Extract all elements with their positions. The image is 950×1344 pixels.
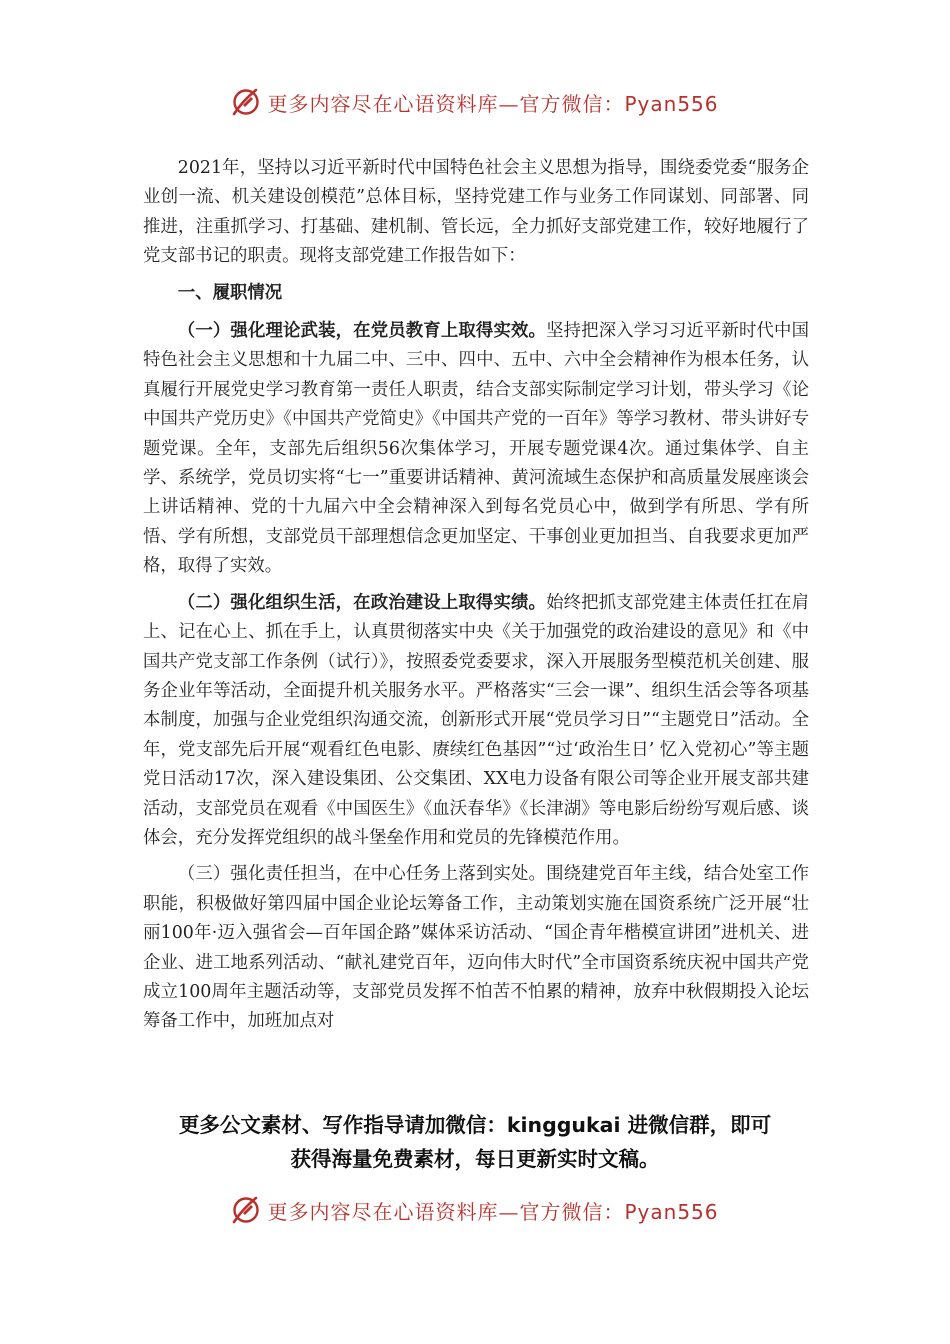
brand-logo-icon bbox=[231, 87, 261, 117]
item-1-lead: （一）强化理论武装，在党员教育上取得实效。 bbox=[177, 321, 547, 342]
banner-label: 更多内容尽在心语资料库—官方微信： bbox=[267, 91, 625, 116]
brand-logo-icon bbox=[231, 1195, 261, 1225]
banner-wechat-id: Pyan556 bbox=[624, 1199, 719, 1224]
item-3-paragraph: （三）强化责任担当，在中心任务上落到实处。围绕建党百年主线，结合处室工作职能，积极做好第四届中国企业论坛筹备工作，主动策划实施在国资系统广泛开展“壮丽100年·迈入强省会—百年国企路”媒体采访活动、“国企青年楷模宣讲团”进机关、进企业、进工地系列活动、“献礼建党百年，迈向伟大时代”全市国资系统庆祝中国共产党成立100周年主题活动等，支部党员发挥不怕苦不怕累的精神，放弃中秋假期投入论坛筹备工作中，加班加点对 bbox=[143, 864, 809, 1032]
item-2-paragraph bbox=[143, 589, 809, 854]
item-1-body: 坚持把深入学习习近平新时代中国特色社会主义思想和十九届二中、三中、四中、五中、六中全会精神作为根本任务，认真履行开展党史学习教育第一责任人职责，结合支部实际制定学习计划，带头学习《论中国共产党历史》《中国共产党简史》《中国共产党的一百年》等学习教材、带头讲好专题党课。全年，支部先后组织56次集体学习，开展专题党课4次。通过集体学、自主学、系统学，党员切实将“七一”重要讲话精神、黄河流域生态保护和高质量发展座谈会上讲话精神、党的十九届六中全会精神深入到每名党员心中，做到学有所思、学有所悟、学有所想，支部党员干部理想信念更加坚定、干事创业更加担当、自我要求更加严格，取得了实效。 bbox=[143, 321, 809, 577]
footer-banner bbox=[0, 1190, 950, 1230]
banner-text bbox=[267, 88, 718, 117]
promo-line-1: 更多公文素材、写作指导请加微信：kinggukai 进微信群，即可 bbox=[178, 1113, 772, 1137]
item-2-lead: （二）强化组织生活，在政治建设上取得实绩。 bbox=[177, 592, 547, 613]
banner-wechat-id: Pyan556 bbox=[624, 91, 719, 116]
banner-text bbox=[267, 1196, 718, 1225]
promo-notice bbox=[100, 1108, 850, 1176]
item-2-body: 始终把抓支部党建主体责任扛在肩上、记在心上、抓在手上，认真贯彻落实中央《关于加强党的政治建设的意见》和《中国共产党支部工作条例（试行）》，按照委党委要求，深入开展服务型模范机关创建、服务企业年等活动，全面提升机关服务水平。严格落实“三会一课”、组织生活会等各项基本制度，加强与企业党组织沟通交流，创新形式开展“党员学习日”“主题党日”活动。全年，党支部先后开展“观看红色电影、赓续红色基因”“过‘政治生日’ 忆入党初心”等主题党日活动17次，深入建设集团、公交集团、XX电力设备有限公司等企业开展支部共建活动，支部党员在观看《中国医生》《血沃春华》《长津湖》等电影后纷纷写观后感、谈体会，充分发挥党组织的战斗堡垒作用和党员的先锋模范作用。 bbox=[143, 592, 809, 848]
promo-line-2: 获得海量免费素材，每日更新实时文稿。 bbox=[290, 1147, 660, 1171]
banner-label: 更多内容尽在心语资料库—官方微信： bbox=[267, 1199, 625, 1224]
header-banner bbox=[0, 82, 950, 122]
section-heading: 一、履职情况 bbox=[177, 282, 283, 303]
item-1-paragraph bbox=[143, 317, 809, 582]
intro-paragraph: 2021年，坚持以习近平新时代中国特色社会主义思想为指导，围绕委党委“服务企业创一流、机关建设创模范”总体目标，坚持党建工作与业务工作同谋划、同部署、同推进，注重抓学习、打基础、建机制、管长远，全力抓好支部党建工作，较好地履行了党支部书记的职责。现将支部党建工作报告如下： bbox=[143, 158, 809, 267]
report-body bbox=[143, 154, 809, 1032]
